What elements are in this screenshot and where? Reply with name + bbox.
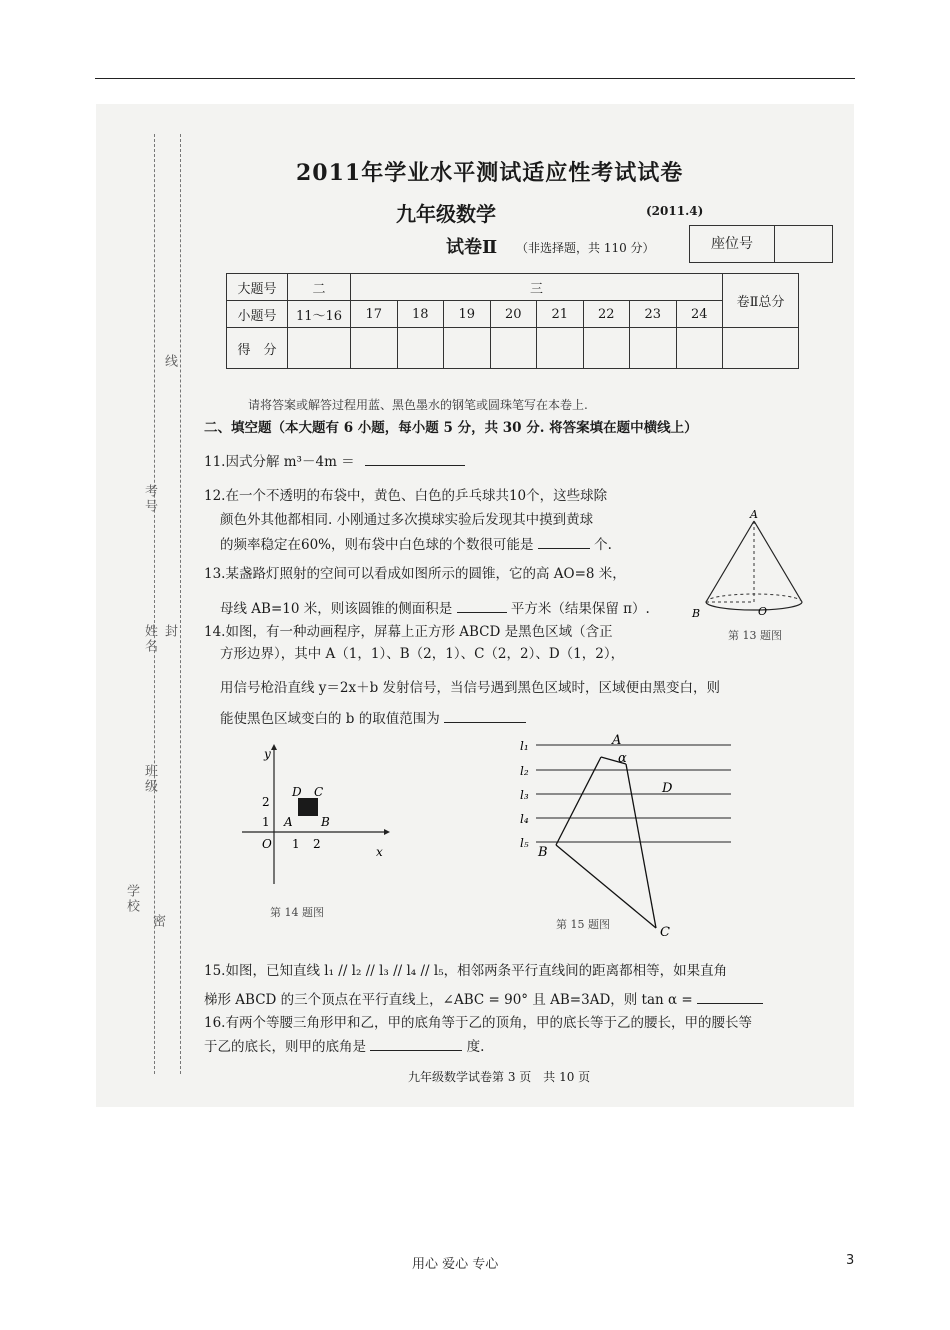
question-text: 母线 AB=10 米，则该圆锥的侧面积是 (220, 601, 453, 617)
table-row (227, 301, 799, 328)
table-cell (351, 328, 398, 369)
fig14-origin-label: O (262, 837, 272, 851)
table-cell: 11～16 (288, 301, 351, 328)
table-cell (490, 328, 537, 369)
margin-label-line: 线 (162, 354, 177, 369)
question-14-line-1: 14.如图，有一种动画程序，屏幕上正方形 ABCD 是黑色区域（含正 (204, 624, 613, 640)
margin-label-name: 姓名 (142, 624, 157, 654)
figure-15-parallel-lines (516, 732, 736, 942)
table-cell: 17 (351, 301, 398, 328)
question-13-line-1: 13.某盏路灯照射的空间可以看成如图所示的圆锥，它的高 AO=8 米， (204, 566, 626, 582)
margin-label-secret: 密 (150, 914, 165, 929)
fig14-y-axis-label: y (264, 747, 271, 761)
table-cell: 24 (676, 301, 723, 328)
question-16-line-1: 16.有两个等腰三角形甲和乙，甲的底角等于乙的顶角，甲的底长等于乙的腰长，甲的腰长等 (204, 1015, 752, 1031)
margin-label-seal: 封 (162, 624, 177, 639)
question-text-end: 度. (466, 1039, 485, 1055)
question-text: 11.因式分解 m³－4m ＝ (204, 454, 355, 470)
footer-motto: 用心 爱心 专心 (412, 1257, 499, 1272)
page-number: 3 (846, 1253, 855, 1268)
question-16-line-2 (204, 1036, 484, 1057)
seat-number-label: 座位号 (690, 226, 775, 262)
fig15-label-l5: l₅ (520, 836, 529, 850)
table-cell (583, 328, 630, 369)
fig13-label-a: A (750, 509, 758, 521)
table-cell (537, 328, 584, 369)
table-row (227, 274, 799, 301)
exam-title: 2011年学业水平测试适应性考试试卷 (296, 160, 684, 186)
question-15-line-1: 15.如图，已知直线 l₁ // l₂ // l₃ // l₄ // l₅，相邻两条平行直线间的距离都相等，如果直角 (204, 963, 728, 979)
table-cell: 三 (351, 274, 723, 301)
table-cell: 小题号 (227, 301, 288, 328)
header-rule (95, 78, 855, 79)
table-cell (630, 328, 677, 369)
table-cell (723, 328, 799, 369)
fig14-label-b: B (321, 815, 330, 829)
fig15-label-alpha: α (618, 751, 627, 766)
table-cell: 22 (583, 301, 630, 328)
fig14-x-tick-2: 2 (313, 837, 321, 851)
fig15-label-b: B (538, 845, 548, 860)
fig14-caption: 第 14 题图 (270, 906, 324, 919)
scanned-exam-page (96, 104, 854, 1107)
figure-14-coordinate-plane (234, 744, 394, 924)
question-12-line-3 (220, 534, 612, 555)
question-text: 的频率稳定在60%，则布袋中白色球的个数很可能是 (220, 537, 534, 553)
table-cell (288, 328, 351, 369)
fig15-label-a: A (612, 733, 622, 748)
fig14-label-a: A (284, 815, 293, 829)
subject-title: 九年级数学 (396, 202, 496, 226)
figure-13-cone (686, 509, 816, 649)
paper-label: 试卷Ⅱ (446, 237, 498, 258)
fig15-label-l3: l₃ (520, 788, 529, 802)
answer-blank (538, 534, 590, 549)
margin-label-class: 班级 (142, 764, 157, 794)
table-cell: 21 (537, 301, 584, 328)
question-14-line-4 (220, 708, 526, 729)
fig14-y-tick-2: 2 (262, 795, 270, 809)
margin-label-exam-number: 考号 (142, 484, 157, 514)
answer-blank (365, 451, 465, 466)
question-14-line-3: 用信号枪沿直线 y＝2x＋b 发射信号，当信号遇到黑色区域时，区域便由黑变白，则 (220, 680, 721, 696)
question-text-end: 个. (594, 537, 612, 553)
question-text: 梯形 ABCD 的三个顶点在平行直线上，∠ABC = 90° 且 AB=3AD，则 tan α = (204, 992, 693, 1008)
answer-blank (444, 708, 526, 723)
answer-blank (370, 1036, 462, 1051)
fig15-label-l4: l₄ (520, 812, 529, 826)
fig15-label-d: D (662, 781, 673, 796)
instruction: 请将答案或解答过程用蓝、黑色墨水的钢笔或圆珠笔写在本卷上. (248, 398, 588, 412)
question-text: 于乙的底长，则甲的底角是 (204, 1039, 366, 1055)
question-13-line-2 (220, 598, 650, 619)
fig13-caption: 第 13 题图 (728, 629, 782, 642)
table-cell: 20 (490, 301, 537, 328)
question-text-end: 平方米（结果保留 π）. (510, 601, 650, 617)
table-cell: 得 分 (227, 328, 288, 369)
question-12-line-1: 12.在一个不透明的布袋中，黄色、白色的乒乓球共10个，这些球除 (204, 488, 608, 504)
table-cell: 19 (444, 301, 491, 328)
table-cell (444, 328, 491, 369)
section-heading: 二、填空题（本大题有 6 小题，每小题 5 分，共 30 分. 将答案填在题中横线上） (204, 420, 698, 436)
table-cell: 卷Ⅱ总分 (723, 274, 799, 328)
fig14-x-tick-1: 1 (292, 837, 300, 851)
table-cell: 18 (397, 301, 444, 328)
paper-note: （非选择题，共 110 分） (516, 241, 655, 255)
fig13-label-b: B (692, 607, 701, 620)
margin-label-school: 学校 (124, 884, 139, 914)
binding-dashed-line-2 (180, 134, 181, 1074)
table-cell: 23 (630, 301, 677, 328)
table-cell (397, 328, 444, 369)
table-cell: 大题号 (227, 274, 288, 301)
table-cell (676, 328, 723, 369)
question-11 (204, 451, 465, 472)
answer-blank (457, 598, 507, 613)
question-text: 能使黑色区域变白的 b 的取值范围为 (220, 711, 440, 727)
fig14-label-d: D (292, 785, 302, 799)
fig15-label-c: C (660, 925, 670, 940)
fig15-label-l1: l₁ (520, 739, 529, 753)
fig14-label-c: C (314, 785, 324, 799)
fig14-x-axis-label: x (376, 845, 383, 859)
inner-page-footer: 九年级数学试卷第 3 页 共 10 页 (408, 1070, 591, 1084)
exam-date: (2011.4) (646, 204, 704, 218)
table-cell: 二 (288, 274, 351, 301)
seat-number-box (689, 225, 833, 263)
fig14-y-tick-1: 1 (262, 815, 270, 829)
fig15-label-l2: l₂ (520, 764, 529, 778)
question-12-line-2: 颜色外其他都相同. 小刚通过多次摸球实验后发现其中摸到黄球 (220, 512, 594, 528)
binding-dashed-line (154, 134, 155, 1074)
fig15-caption: 第 15 题图 (556, 918, 610, 931)
fig13-label-o: O (758, 605, 768, 618)
question-14-line-2: 方形边界），其中 A（1，1）、B（2，1）、C（2，2）、D（1，2）， (220, 646, 625, 662)
question-15-line-2 (204, 989, 763, 1010)
score-table (226, 273, 799, 369)
answer-blank (697, 989, 763, 1004)
table-row (227, 328, 799, 369)
